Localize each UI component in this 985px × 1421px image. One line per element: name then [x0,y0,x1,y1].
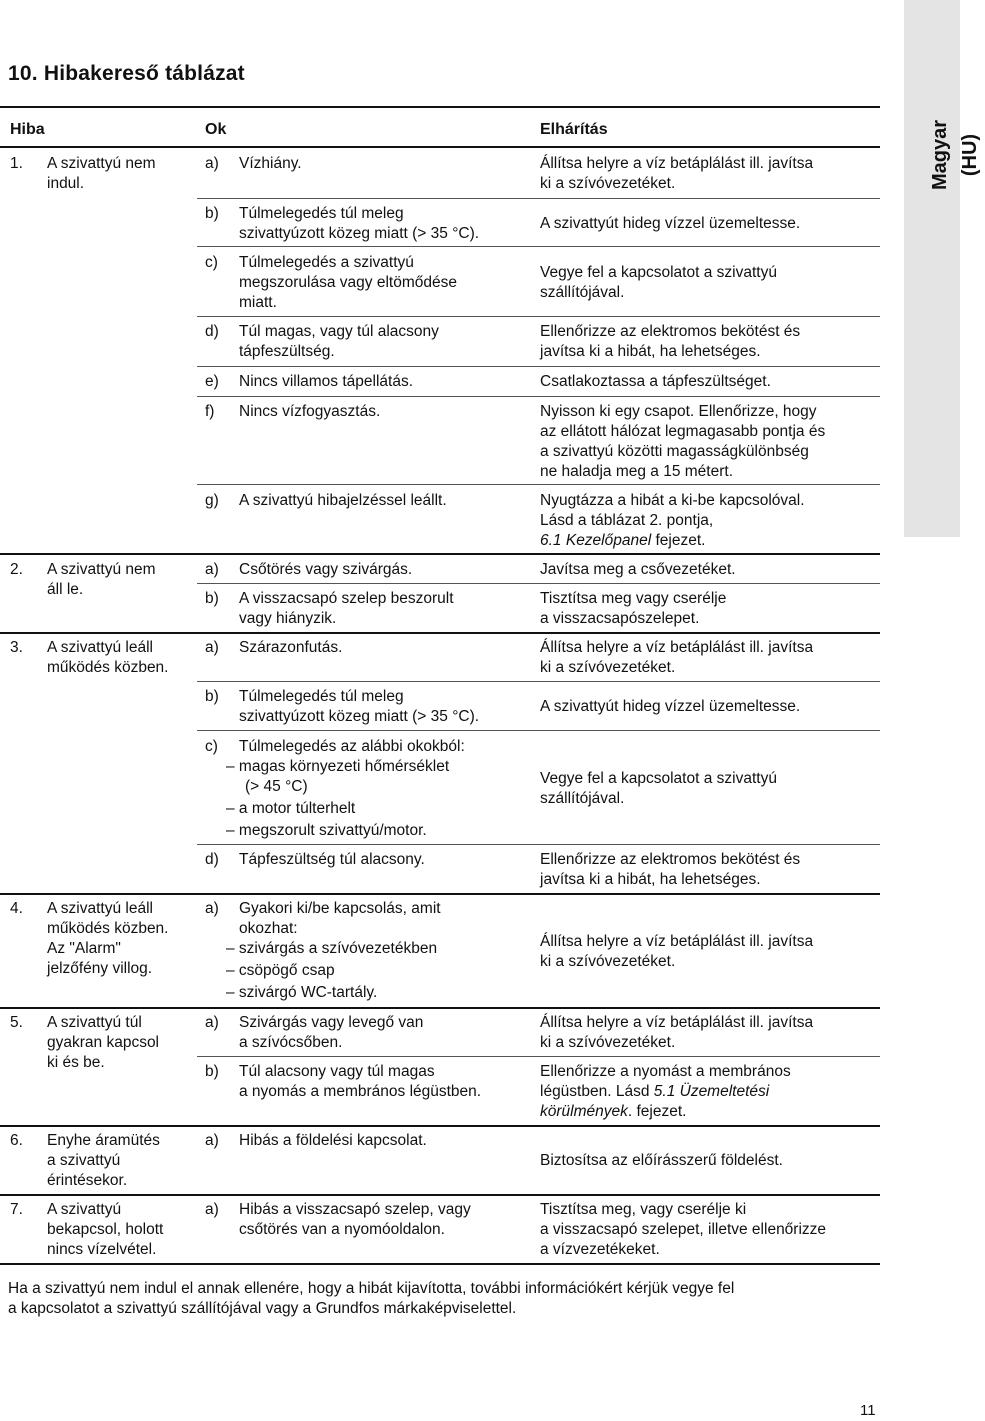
remedy-text: Javítsa meg a csővezetéket. [540,561,736,578]
remedy-text: Nyisson ki egy csapot. Ellenőrizze, hogy [540,403,817,420]
fault-text: ki és be. [47,1054,105,1071]
cause-text: Gyakori ki/be kapcsolás, amit [239,900,441,917]
cause-text: szivattyúzott közeg miatt (> 35 °C). [239,225,480,242]
group-divider [0,893,880,895]
remedy-text: a visszacsapószelepet. [540,610,700,627]
remedy-text: Nyugtázza a hibát a ki-be kapcsolóval. [540,492,805,509]
cause-letter: d) [205,851,219,868]
cause-letter: a) [205,155,219,172]
cause-letter: c) [205,738,218,755]
group-divider [0,632,880,634]
row-divider [197,730,880,731]
cause-text: szivattyúzott közeg miatt (> 35 °C). [239,708,480,725]
row-divider [197,681,880,682]
cause-letter: a) [205,1201,219,1218]
cause-text: Szárazonfutás. [239,639,343,656]
cause-letter: b) [205,590,219,607]
remedy-text: ki a szívóvezetéket. [540,175,676,192]
section-reference: 5.1 Üzemeltetési [653,1083,770,1100]
cause-letter: f) [205,403,215,420]
cause-text: A szivattyú hibajelzéssel leállt. [239,492,447,509]
cause-letter: d) [205,323,219,340]
cause-letter: e) [205,373,219,390]
fault-number: 4. [10,900,23,917]
remedy-text: a vízvezetékeket. [540,1241,660,1258]
remedy-text: ki a szívóvezetéket. [540,953,676,970]
cause-text: a nyomás a membrános légüstben. [239,1083,482,1100]
remedy-text [540,1102,686,1122]
cause-text: A visszacsapó szelep beszorult [239,590,454,607]
cause-text: miatt. [239,294,277,311]
remedy-text: Ellenőrizze az elektromos bekötést és [540,851,801,868]
remedy-text: Állítsa helyre a víz betáplálást ill. javítsa [540,933,814,950]
remedy-text: Tisztítsa meg vagy cserélje [540,590,727,607]
remedy-text: szállítójával. [540,790,625,807]
cause-text: vagy hiányzik. [239,610,337,627]
remedy-text: Állítsa helyre a víz betáplálást ill. javítsa [540,155,814,172]
section-reference: körülmények [540,1103,628,1120]
remedy-text-tail: . fejezet. [627,1103,687,1120]
col-header-hiba: Hiba [10,121,45,138]
remedy-text: javítsa ki a hibát, ha lehetséges. [540,871,761,888]
remedy-text: Ellenőrizze a nyomást a membrános [540,1063,791,1080]
cause-bullet: – csöpögő csap [226,962,335,979]
remedy-text: ne haladja meg a 15 métert. [540,463,734,480]
fault-text: áll le. [47,581,84,598]
remedy-text-tail: fejezet. [651,532,706,549]
row-divider [197,484,880,485]
fault-number: 3. [10,639,23,656]
table-bottom-rule [0,1263,880,1265]
row-divider [197,844,880,845]
remedy-text [540,1082,769,1102]
footer-note-line: Ha a szivattyú nem indul el annak ellenére, hogy a hibát kijavította, további információkért kérjük vegye fel [8,1280,735,1297]
remedy-text: A szivattyút hideg vízzel üzemeltesse. [540,698,801,715]
footer-note-line: a kapcsolatot a szivattyú szállítójával vagy a Grundfos márkaképviselettel. [8,1300,517,1317]
cause-text: Túl alacsony vagy túl magas [239,1063,435,1080]
remedy-text: Lásd a táblázat 2. pontja, [540,512,714,529]
fault-text: érintésekor. [47,1172,128,1189]
cause-text: Hibás a visszacsapó szelep, vagy [239,1201,471,1218]
group-divider [0,553,880,555]
row-divider [197,246,880,247]
fault-text: gyakran kapcsol [47,1034,160,1051]
fault-text: nincs vízelvétel. [47,1241,157,1258]
cause-text: Hibás a földelési kapcsolat. [239,1132,427,1149]
row-divider [197,583,880,584]
remedy-text: Biztosítsa az előírásszerű földelést. [540,1152,783,1169]
cause-letter: c) [205,254,218,271]
remedy-text: ki a szívóvezetéket. [540,659,676,676]
cause-text: Túlmelegedés az alábbi okokból: [239,738,465,755]
remedy-text: szállítójával. [540,284,625,301]
fault-number: 5. [10,1014,23,1031]
fault-text: A szivattyú leáll [47,639,153,656]
cause-bullet: – szivárgó WC-tartály. [226,984,378,1001]
group-divider [0,1125,880,1127]
section-reference: 6.1 Kezelőpanel [540,532,652,549]
remedy-text: az ellátott hálózat legmagasabb pontja és [540,423,826,440]
cause-bullet: – szivárgás a szívóvezetékben [226,940,438,957]
fault-text: Az "Alarm" [47,940,121,957]
col-header-ok: Ok [205,121,227,138]
remedy-text-head: légüstben. Lásd [540,1083,654,1100]
remedy-text: ki a szívóvezetéket. [540,1034,676,1051]
fault-text: A szivattyú nem [47,561,156,578]
group-divider [0,1194,880,1196]
cause-text: Csőtörés vagy szivárgás. [239,561,413,578]
remedy-text [540,531,705,551]
cause-text: Nincs vízfogyasztás. [239,403,381,420]
fault-text: A szivattyú túl [47,1014,142,1031]
header-rule [0,146,880,148]
fault-number: 6. [10,1132,23,1149]
fault-number: 1. [10,155,23,172]
cause-letter: g) [205,492,219,509]
group-divider [0,1007,880,1009]
remedy-text: A szivattyút hideg vízzel üzemeltesse. [540,215,801,232]
cause-letter: b) [205,688,219,705]
fault-text: működés közben. [47,920,169,937]
fault-text: A szivattyú leáll [47,900,153,917]
remedy-text: a szivattyú közötti magasságkülönbség [540,443,809,460]
remedy-text: Csatlakoztassa a tápfeszültséget. [540,373,771,390]
remedy-text: Ellenőrizze az elektromos bekötést és [540,323,801,340]
cause-bullet: – magas környezeti hőmérséklet [226,758,450,775]
fault-number: 7. [10,1201,23,1218]
cause-text: a szívócsőben. [239,1034,343,1051]
page-title: 10. Hibakereső táblázat [8,62,245,85]
row-divider [197,396,880,397]
cause-letter: a) [205,1132,219,1149]
remedy-text: Vegye fel a kapcsolatot a szivattyú [540,264,777,281]
remedy-text: Állítsa helyre a víz betáplálást ill. javítsa [540,639,814,656]
cause-letter: b) [205,1063,219,1080]
cause-letter: a) [205,561,219,578]
cause-letter: b) [205,205,219,222]
cause-text: Túlmelegedés túl meleg [239,205,404,222]
language-side-tab [904,0,981,537]
remedy-text: Állítsa helyre a víz betáplálást ill. javítsa [540,1014,814,1031]
cause-text: Vízhiány. [239,155,302,172]
cause-text: Nincs villamos tápellátás. [239,373,414,390]
fault-text: indul. [47,175,85,192]
col-header-elharitas: Elhárítás [540,121,608,138]
cause-text: Túl magas, vagy túl alacsony [239,323,439,340]
page-number: 11 [860,1402,876,1419]
row-divider [197,198,880,199]
cause-letter: a) [205,639,219,656]
cause-text: Szivárgás vagy levegő van [239,1014,424,1031]
cause-text: (> 45 °C) [245,778,308,795]
fault-text: A szivattyú nem [47,155,156,172]
cause-text: okozhat: [239,920,298,937]
fault-text: működés közben. [47,659,169,676]
cause-text: Túlmelegedés a szivattyú [239,254,414,271]
fault-number: 2. [10,561,23,578]
row-divider [197,316,880,317]
fault-text: a szivattyú [47,1152,121,1169]
fault-text: Enyhe áramütés [47,1132,160,1149]
row-divider [197,366,880,367]
row-divider [197,1056,880,1057]
cause-text: megszorulása vagy eltömődése [239,274,457,291]
cause-text: tápfeszültség. [239,343,335,360]
cause-letter: a) [205,900,219,917]
title-rule [0,106,880,108]
cause-bullet: – megszorult szivattyú/motor. [226,822,427,839]
fault-text: A szivattyú [47,1201,122,1218]
remedy-text: a visszacsapó szelepet, illetve ellenőrizze [540,1221,827,1238]
fault-text: bekapcsol, holott [47,1221,164,1238]
fault-text: jelzőfény villog. [47,960,153,977]
language-label: Magyar (HU) [929,119,981,191]
remedy-text: Tisztítsa meg, vagy cserélje ki [540,1201,747,1218]
remedy-text: Vegye fel a kapcsolatot a szivattyú [540,770,777,787]
cause-text: csőtörés van a nyomóoldalon. [239,1221,445,1238]
cause-letter: a) [205,1014,219,1031]
cause-text: Tápfeszültség túl alacsony. [239,851,425,868]
remedy-text: javítsa ki a hibát, ha lehetséges. [540,343,761,360]
cause-text: Túlmelegedés túl meleg [239,688,404,705]
cause-bullet: – a motor túlterhelt [226,800,356,817]
